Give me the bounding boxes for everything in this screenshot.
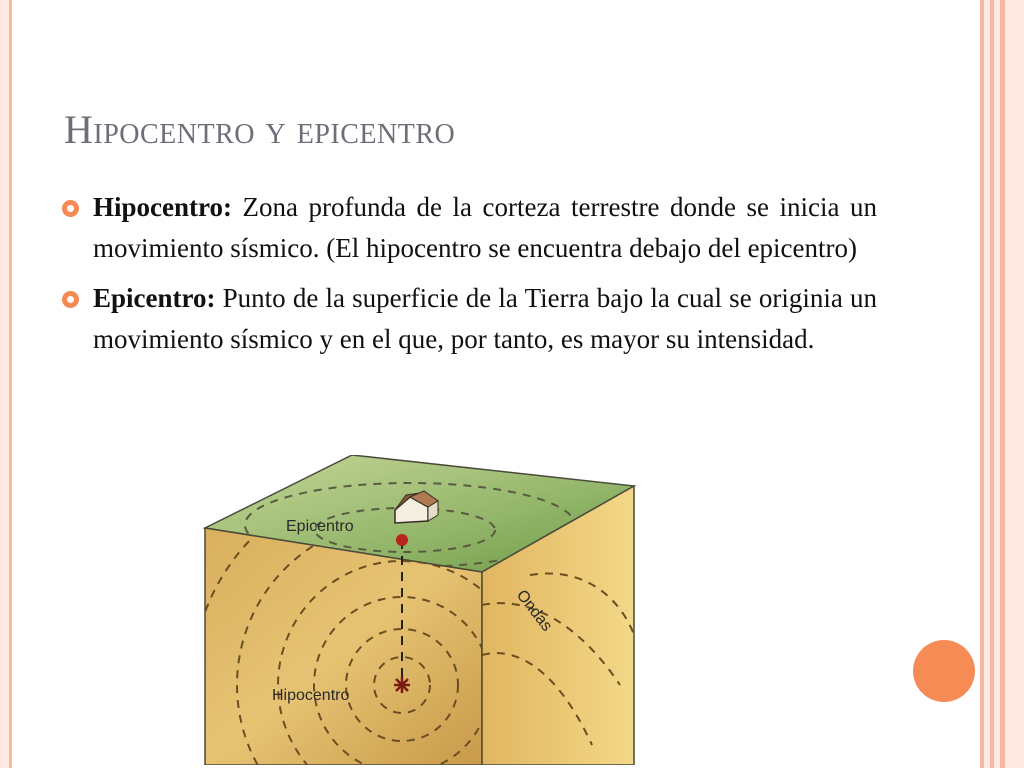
bullet-hipocentro xyxy=(62,187,877,269)
bullet-dot-icon xyxy=(62,291,79,308)
hipocentro-star-icon xyxy=(394,677,410,693)
bullet-text xyxy=(93,187,877,269)
bullet-text xyxy=(93,278,877,360)
label-epicentro: Epicentro xyxy=(286,518,354,535)
bullet-term: Epicentro: xyxy=(93,283,216,313)
left-frame-border xyxy=(0,0,12,768)
bullet-definition: Punto de la superficie de la Tierra bajo la cual se originia un movimiento sísmico y en el que, por tanto, es mayor su intensidad. xyxy=(93,283,877,354)
slide-title: Hipocentro y epicentro xyxy=(64,107,456,152)
bullet-epicentro xyxy=(62,278,877,360)
bullet-list xyxy=(62,187,877,369)
label-ondas: Ondas xyxy=(512,586,556,635)
epicentro-marker xyxy=(396,534,408,546)
bullet-dot-icon xyxy=(62,200,79,217)
label-hipocentro: Hipocentro xyxy=(272,687,350,704)
bullet-term: Hipocentro: xyxy=(93,192,232,222)
bullet-definition: Zona profunda de la corteza terrestre donde se inicia un movimiento sísmico. (El hipocentro se encuentra debajo del epicentro) xyxy=(93,192,877,263)
decorative-circle xyxy=(913,640,975,702)
earthquake-block-diagram xyxy=(200,455,642,765)
right-frame-stripes xyxy=(976,0,1024,768)
